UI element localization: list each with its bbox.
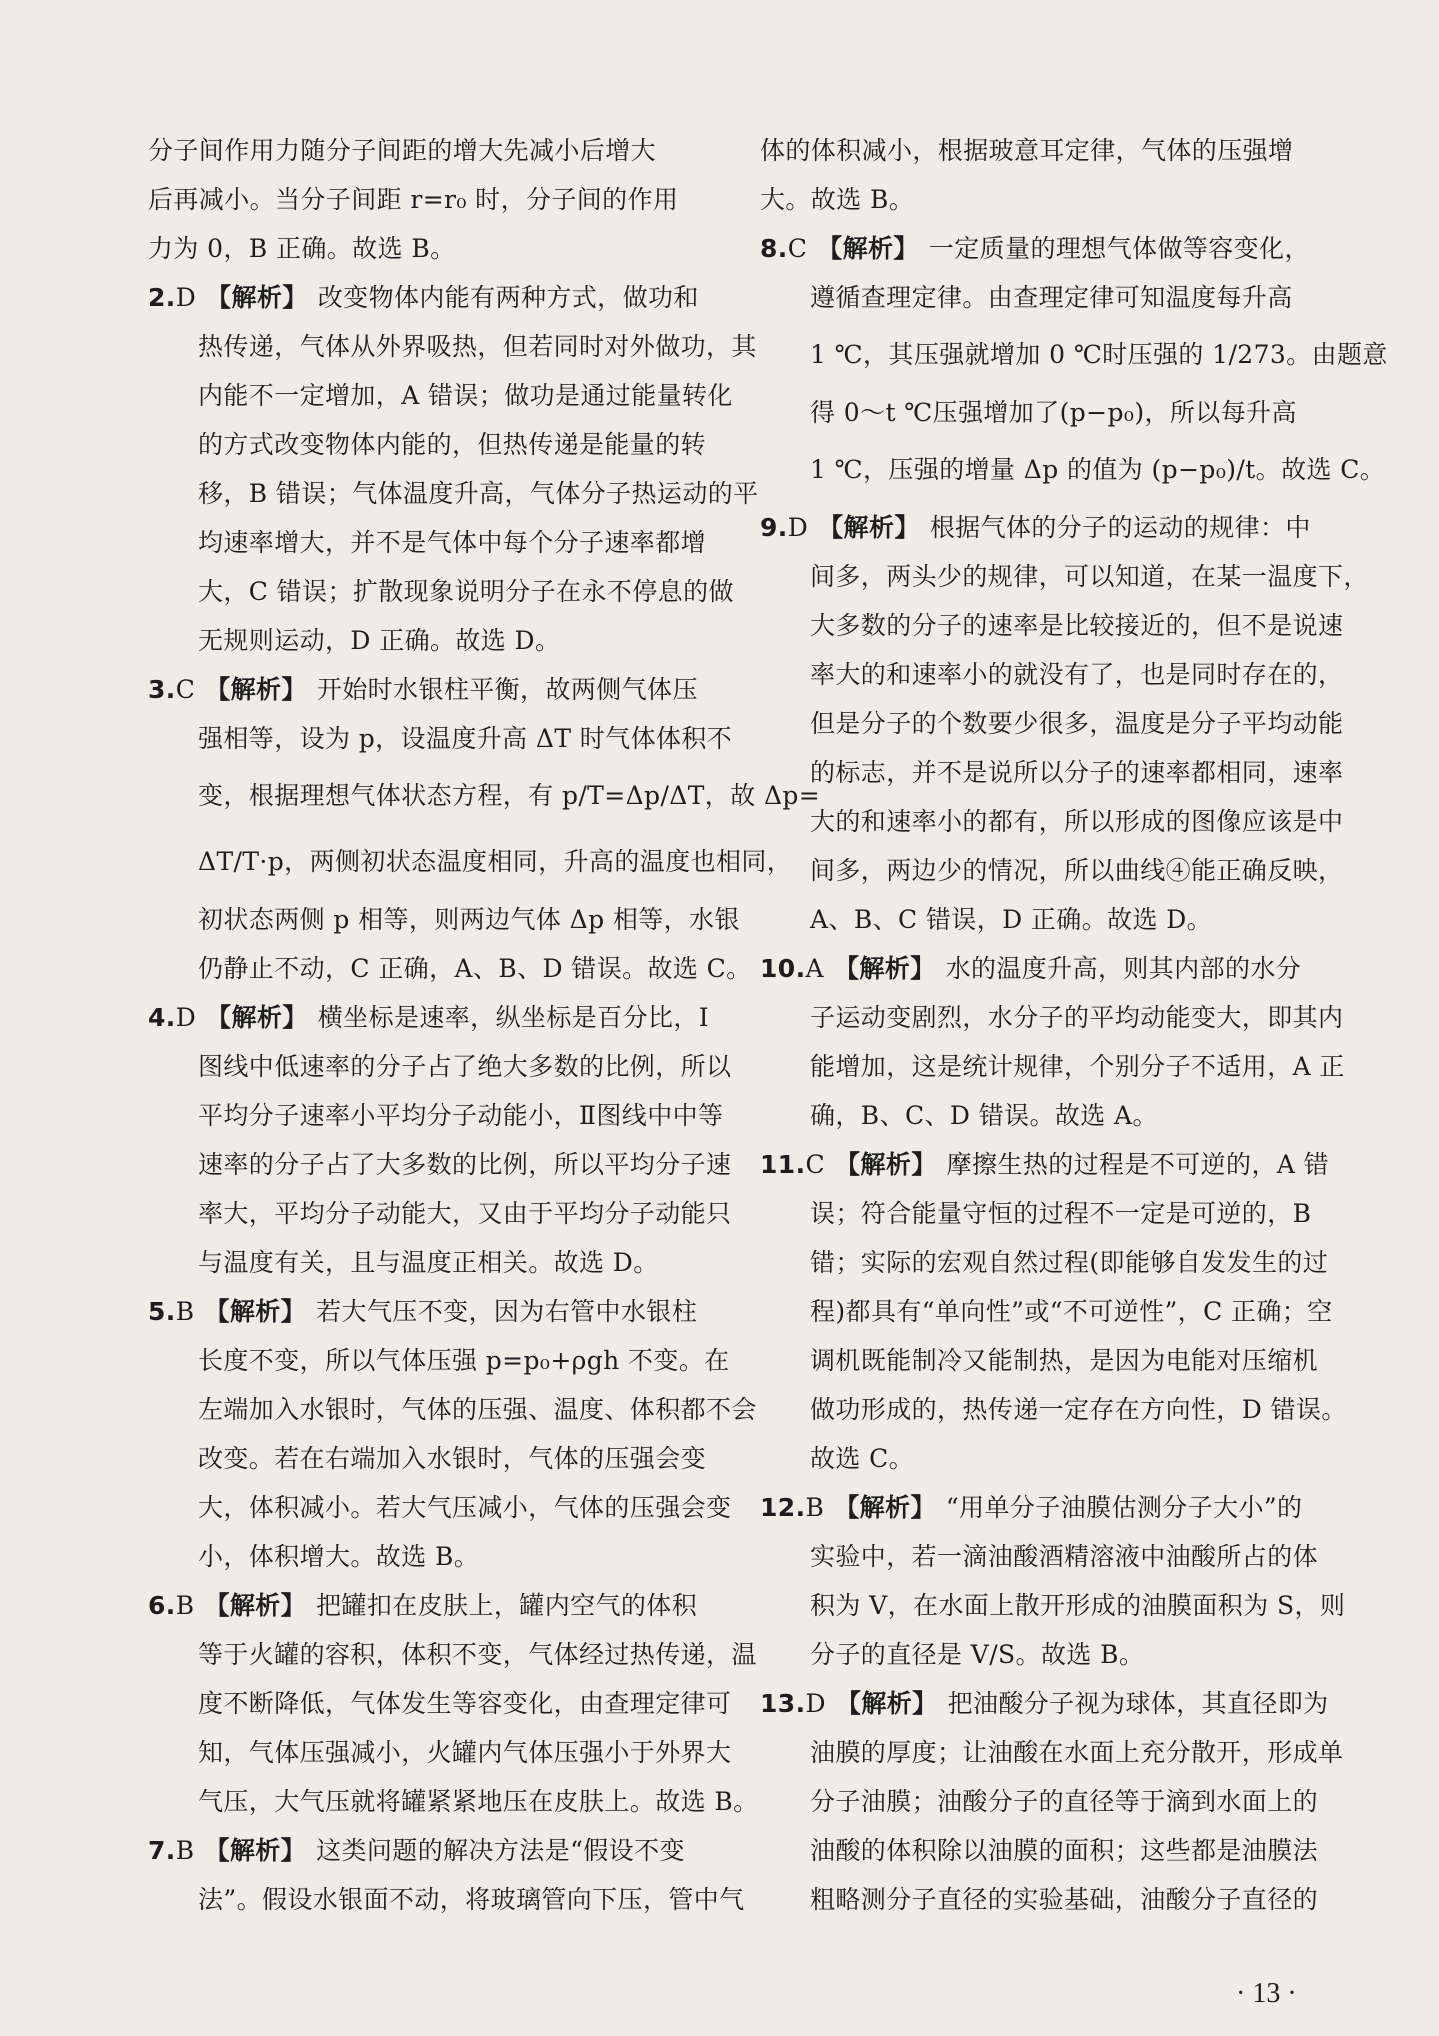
line-text: 摩擦生热的过程是不可逆的，A 错 [946,1150,1330,1179]
answer-item [760,224,1388,503]
answer-choice: C [175,675,196,704]
question-number: 12. [760,1493,806,1522]
question-number: 2. [148,283,176,312]
analysis-tag: 【解析】 [835,1689,938,1718]
text-line: 法”。假设水银面不动，将玻璃管向下压，管中气 [198,1885,745,1914]
text-line: 1 ℃，其压强就增加 0 ℃时压强的 1/273。由题意 [810,340,1388,369]
text-line: 间多，两头少的规律，可以知道，在某一温度下， [810,562,1369,591]
answer-item [148,1287,757,1581]
analysis-tag: 【解析】 [206,283,308,312]
text-line: 故选 C。 [810,1444,915,1473]
answer-choice: B [175,1297,195,1326]
answer-item [760,944,1345,1140]
text-line: 平均分子速率小平均分子动能小，Ⅱ图线中中等 [198,1101,724,1130]
answer-item [148,993,732,1287]
line-text: 把罐扣在皮肤上，罐内空气的体积 [316,1591,698,1620]
analysis-tag: 【解析】 [204,1836,307,1865]
answer-choice: C [805,1150,826,1179]
text-line: 的方式改变物体内能的，但热传递是能量的转 [198,430,707,459]
text-line: 无规则运动，D 正确。故选 D。 [198,626,561,655]
text-line: 强相等，设为 p，设温度升高 ΔT 时气体体积不 [198,724,733,753]
text-line: 体的体积减小，根据玻意耳定律，气体的压强增 [760,136,1294,165]
text-line [148,993,708,1042]
line-text: 开始时水银柱平衡，故两侧气体压 [316,675,698,704]
analysis-tag: 【解析】 [204,1297,307,1326]
text-line [760,1679,1329,1728]
text-line: 热传递，气体从外界吸热，但若同时对外做功，其 [198,332,757,361]
text-line: 度不断降低，气体发生等容变化，由查理定律可 [198,1689,732,1718]
text-line: 大多数的分子的速率是比较接近的，但不是说速 [810,611,1344,640]
analysis-tag: 【解析】 [817,234,919,263]
question-number: 5. [148,1297,176,1326]
answer-item [148,273,759,665]
text-line [148,1826,708,1875]
analysis-tag: 【解析】 [833,954,936,983]
text-line: 与温度有关，且与温度正相关。故选 D。 [198,1248,659,1277]
answer-choice: C [787,234,808,263]
answer-item [760,503,1369,944]
question-number: 7. [148,1836,176,1865]
text-line: 粗略测分子直径的实验基础，油酸分子直径的 [810,1885,1319,1914]
text-line: 做功形成的，热传递一定存在方向性，D 错误。 [810,1395,1347,1424]
text-line [760,224,1320,273]
page-number: · 13 · [1236,1978,1297,2009]
answer-choice: D [805,1689,826,1718]
answer-item [760,1483,1346,1679]
text-line: 大。故选 B。 [760,185,915,214]
text-line [148,1581,708,1630]
text-line [148,273,708,322]
analysis-tag: 【解析】 [818,513,920,542]
text-line: 左端加入水银时，气体的压强、温度、体积都不会 [198,1395,757,1424]
line-text: 根据气体的分子的运动的规律：中 [929,513,1311,542]
analysis-tag: 【解析】 [204,1591,307,1620]
text-line: 变，根据理想气体状态方程，有 p/T=Δp/ΔT，故 Δp= [198,781,821,810]
question-number: 13. [760,1689,806,1718]
answer-item [760,1140,1347,1483]
text-line [760,1483,1320,1532]
text-line: 积为 V，在水面上散开形成的油膜面积为 S，则 [810,1591,1346,1620]
text-line: 率大，平均分子动能大，又由于平均分子动能只 [198,1199,732,1228]
analysis-tag: 【解析】 [205,675,307,704]
text-line: 分子的直径是 V/S。故选 B。 [810,1640,1145,1669]
line-text: 这类问题的解决方法是“假设不变 [316,1836,685,1865]
text-line: 力为 0，B 正确。故选 B。 [148,234,456,263]
text-line: 得 0～t ℃压强增加了(p−p₀)，所以每升高 [810,398,1297,427]
text-line: 初状态两侧 p 相等，则两边气体 Δp 相等，水银 [198,905,740,934]
text-line: 移，B 错误；气体温度升高，气体分子热运动的平 [198,479,759,508]
text-line: 内能不一定增加，A 错误；做功是通过能量转化 [198,381,733,410]
answer-choice: B [175,1836,195,1865]
text-line: 大，体积减小。若大气压减小，气体的压强会变 [198,1493,732,1522]
text-line: 大，C 错误；扩散现象说明分子在永不停息的做 [198,577,734,606]
answer-item [760,1679,1344,1924]
text-line: 均速率增大，并不是气体中每个分子速率都增 [198,528,707,557]
text-line: 改变。若在右端加入水银时，气体的压强会变 [198,1444,707,1473]
answer-choice: D [175,1003,197,1032]
line-text: 改变物体内能有两种方式，做功和 [317,283,699,312]
answer-choice: B [175,1591,195,1620]
text-line: 程)都具有“单向性”或“不可逆性”，C 正确；空 [810,1297,1333,1326]
text-line: 速率的分子占了大多数的比例，所以平均分子速 [198,1150,732,1179]
question-number: 4. [148,1003,176,1032]
analysis-tag: 【解析】 [206,1003,308,1032]
right-column [760,126,1388,1924]
line-text: 水的温度升高，则其内部的水分 [945,954,1302,983]
text-line: 子运动变剧烈，水分子的平均动能变大，即其内 [810,1003,1344,1032]
text-line: 率大的和速率小的就没有了，也是同时存在的， [810,660,1344,689]
answer-choice: B [805,1493,825,1522]
question-number: 11. [760,1150,806,1179]
answer-item [148,1581,759,1826]
text-line: 大的和速率小的都有，所以形成的图像应该是中 [810,807,1344,836]
line-text: 一定质量的理想气体做等容变化， [928,234,1310,263]
text-line: 后再减小。当分子间距 r=r₀ 时，分子间的作用 [148,185,679,214]
question-number: 6. [148,1591,176,1620]
question-number: 3. [148,675,176,704]
text-line: 确，B、C、D 错误。故选 A。 [810,1101,1158,1130]
line-text: 把油酸分子视为球体，其直径即为 [947,1689,1329,1718]
text-line [760,503,1320,552]
continued-text [148,126,708,273]
analysis-tag: 【解析】 [835,1150,937,1179]
text-line: 但是分子的个数要少很多，温度是分子平均动能 [810,709,1344,738]
text-line: 小，体积增大。故选 B。 [198,1542,480,1571]
text-line: 油酸的体积除以油膜的面积；这些都是油膜法 [810,1836,1319,1865]
text-line: 分子间作用力随分子间距的增大先减小后增大 [148,136,657,165]
text-line: 仍静止不动，C 正确，A、B、D 错误。故选 C。 [198,954,752,983]
text-line: 的标志，并不是说所以分子的速率都相同，速率 [810,758,1344,787]
answer-item [148,1826,745,1924]
text-line [148,1287,708,1336]
answer-choice: A [805,954,824,983]
question-number: 8. [760,234,788,263]
text-line: 遵循查理定律。由查理定律可知温度每升高 [810,283,1293,312]
text-line: 能增加，这是统计规律，个别分子不适用，A 正 [810,1052,1345,1081]
text-line: A、B、C 错误，D 正确。故选 D。 [810,905,1213,934]
text-line: 图线中低速率的分子占了绝大多数的比例，所以 [198,1052,732,1081]
text-line: 分子油膜；油酸分子的直径等于滴到水面上的 [810,1787,1319,1816]
text-line: 气压，大气压就将罐紧紧地压在皮肤上。故选 B。 [198,1787,759,1816]
text-line: 错；实际的宏观自然过程(即能够自发发生的过 [810,1248,1329,1277]
answer-choice: D [787,513,809,542]
text-line: 油膜的厚度；让油酸在水面上充分散开，形成单 [810,1738,1344,1767]
text-line: 实验中，若一滴油酸酒精溶液中油酸所占的体 [810,1542,1319,1571]
text-line: 误；符合能量守恒的过程不一定是可逆的，B [810,1199,1312,1228]
text-line: 调机既能制冷又能制热，是因为电能对压缩机 [810,1346,1319,1375]
text-line: 间多，两边少的情况，所以曲线④能正确反映， [810,856,1344,885]
analysis-tag: 【解析】 [834,1493,936,1522]
continued-text [760,126,1320,224]
text-line: 知，气体压强减小，火罐内气体压强小于外界大 [198,1738,732,1767]
text-line [148,665,708,714]
text-line [760,944,1320,993]
line-text: “用单分子油膜估测分子大小”的 [945,1493,1303,1522]
text-line [760,1140,1330,1189]
answer-choice: D [175,283,197,312]
question-number: 10. [760,954,806,983]
line-text: 横坐标是速率，纵坐标是百分比，Ⅰ [317,1003,710,1032]
text-line: 长度不变，所以气体压强 p=p₀+ρgh 不变。在 [198,1346,730,1375]
line-text: 若大气压不变，因为右管中水银柱 [316,1297,698,1326]
question-number: 9. [760,513,788,542]
text-line: 等于火罐的容积，体积不变，气体经过热传递，温 [198,1640,757,1669]
text-line: ΔT/T·p，两侧初状态温度相同，升高的温度也相同， [198,847,793,876]
text-line: 1 ℃，压强的增量 Δp 的值为 (p−p₀)/t。故选 C。 [810,455,1386,484]
